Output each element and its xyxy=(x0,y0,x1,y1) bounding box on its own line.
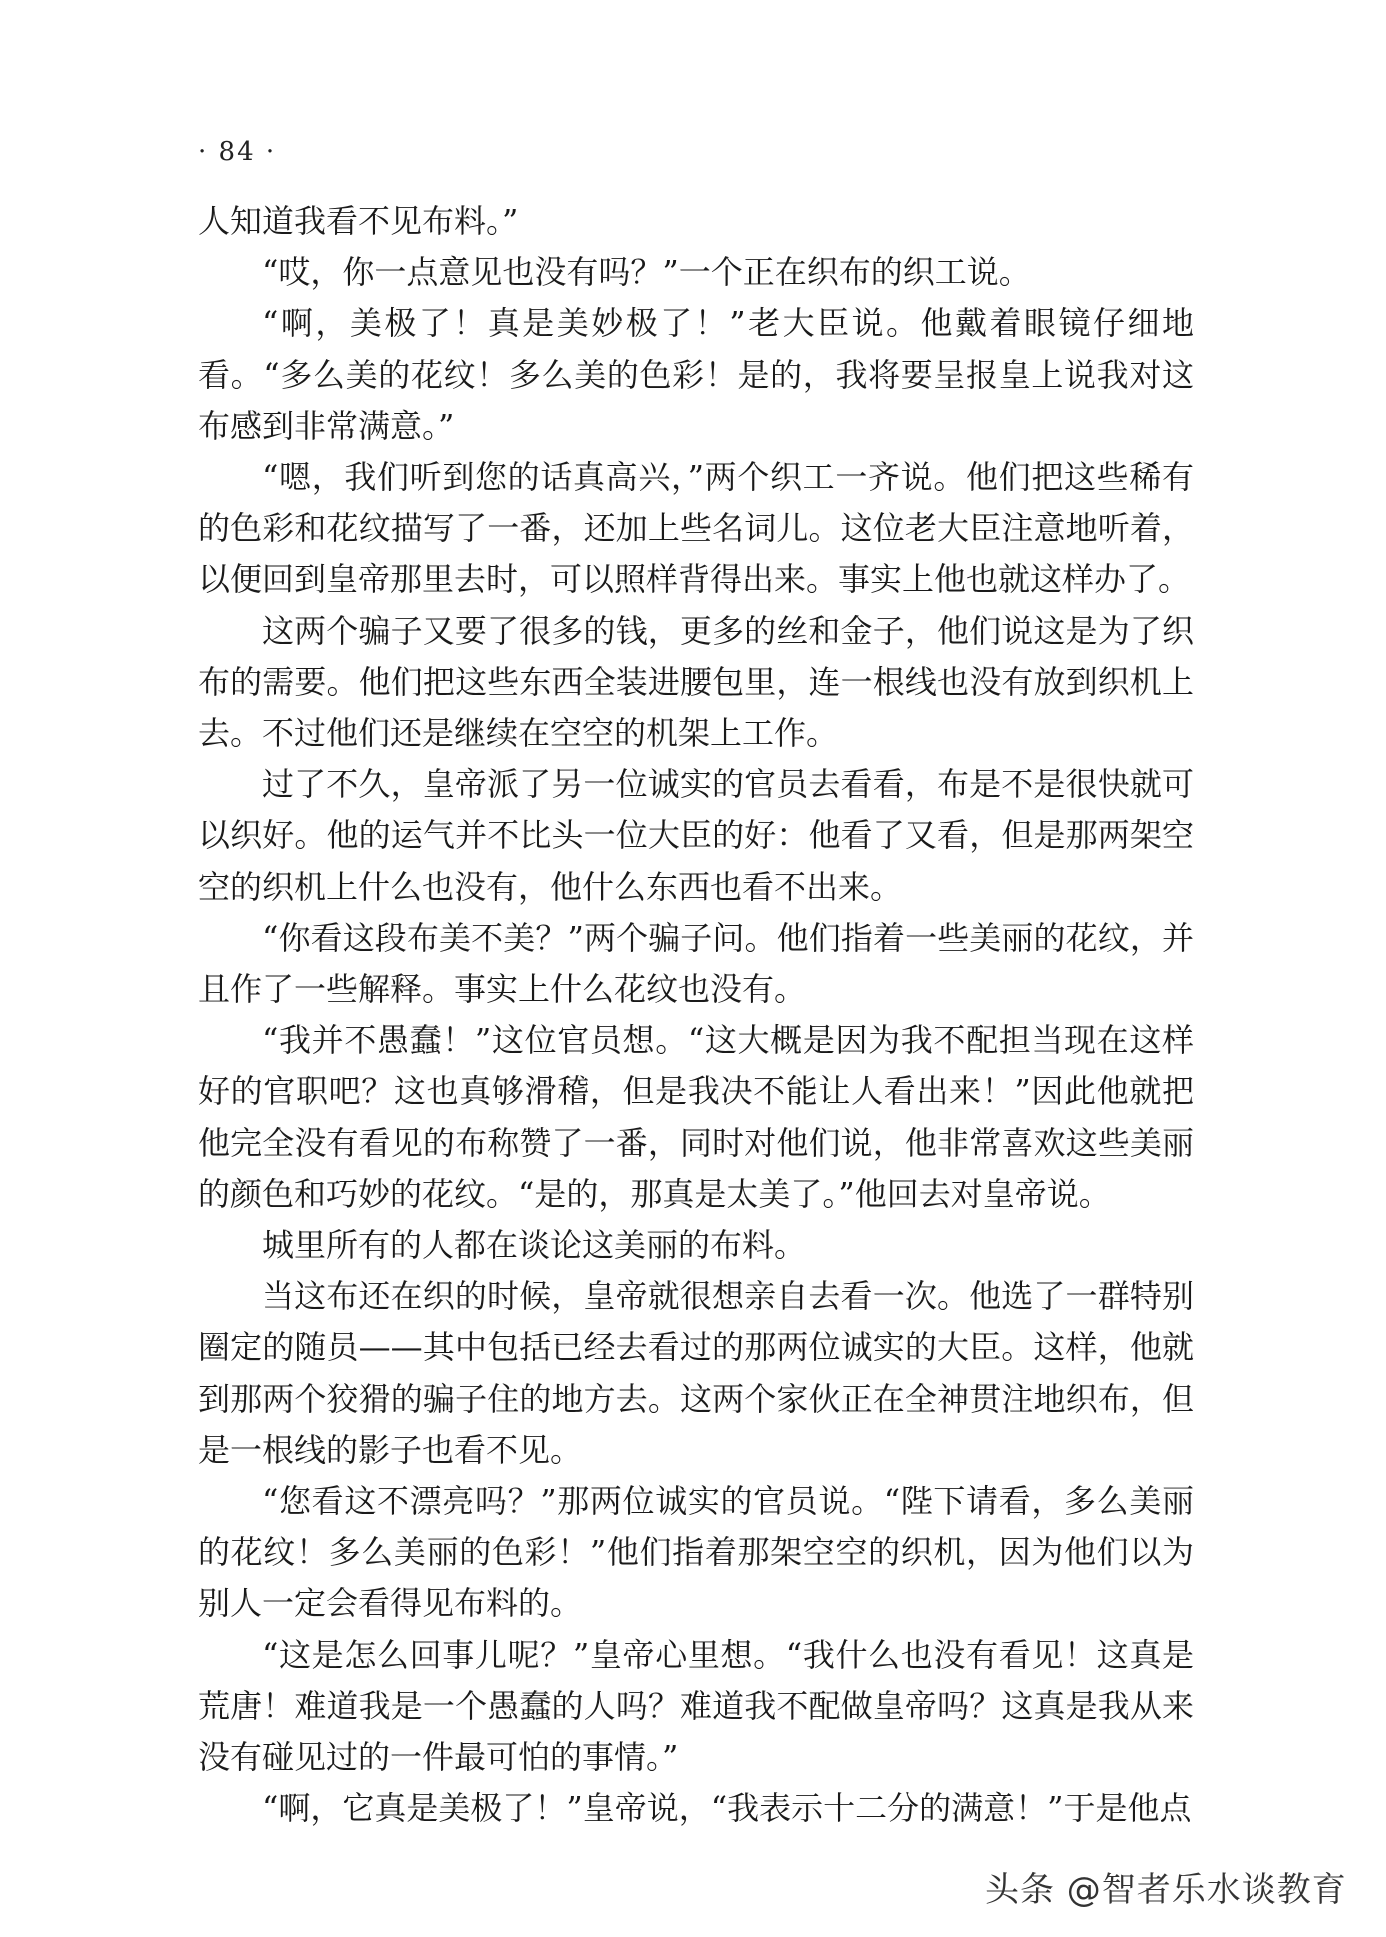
paragraph: “啊，美极了！真是美妙极了！”老大臣说。他戴着眼镜仔细地看。“多么美的花纹！多么美的色彩！是的，我将要呈报皇上说我对这布感到非常满意。” xyxy=(198,304,1194,445)
paragraph: “你看这段布美不美？”两个骗子问。他们指着一些美丽的花纹，并且作了一些解释。事实上什么花纹也没有。 xyxy=(198,918,1194,1009)
story-text xyxy=(198,196,1194,1835)
page-number: · 84 · xyxy=(198,137,277,167)
paragraph: “哎，你一点意见也没有吗？”一个正在织布的织工说。 xyxy=(262,253,1031,292)
paragraph: “您看这不漂亮吗？”那两位诚实的官员说。“陛下请看，多么美丽的花纹！多么美丽的色彩！”他们指着那架空空的织机，因为他们以为别人一定会看得见布料的。 xyxy=(198,1482,1194,1623)
paragraph: “我并不愚蠢！”这位官员想。“这大概是因为我不配担当现在这样好的官职吧？这也真够滑稽，但是我决不能让人看出来！”因此他就把他完全没有看见的布称赞了一番，同时对他们说，他非常喜欢这些美丽的颜色和巧妙的花纹。“是的，那真是太美了。”他回去对皇帝说。 xyxy=(198,1021,1194,1213)
paragraph: 当这布还在织的时候，皇帝就很想亲自去看一次。他选了一群特别圈定的随员——其中包括已经去看过的那两位诚实的大臣。这样，他就到那两个狡猾的骗子住的地方去。这两个家伙正在全神贯注地织布，但是一根线的影子也看不见。 xyxy=(198,1277,1194,1469)
paragraph: 过了不久，皇帝派了另一位诚实的官员去看看，布是不是很快就可以织好。他的运气并不比头一位大臣的好：他看了又看，但是那两架空空的织机上什么也没有，他什么东西也看不出来。 xyxy=(198,765,1194,906)
watermark: 头条 @智者乐水谈教育 xyxy=(985,1870,1347,1910)
paragraph: “嗯，我们听到您的话真高兴，”两个织工一齐说。他们把这些稀有的色彩和花纹描写了一番，还加上些名词儿。这位老大臣注意地听着，以便回到皇帝那里去时，可以照样背得出来。事实上他也就这样办了。 xyxy=(198,458,1194,599)
paragraph: 人知道我看不见布料。” xyxy=(198,202,519,240)
paragraph: “啊，它真是美极了！”皇帝说，“我表示十二分的满意！”于是他点 xyxy=(262,1789,1192,1828)
paragraph: “这是怎么回事儿呢？”皇帝心里想。“我什么也没有看见！这真是荒唐！难道我是一个愚蠢的人吗？难道我不配做皇帝吗？这真是我从来没有碰见过的一件最可怕的事情。” xyxy=(198,1635,1194,1777)
paragraph: 城里所有的人都在谈论这美丽的布料。 xyxy=(262,1226,807,1265)
paragraph: 这两个骗子又要了很多的钱，更多的丝和金子，他们说这是为了织布的需要。他们把这些东西全装进腰包里，连一根线也没有放到织机上去。不过他们还是继续在空空的机架上工作。 xyxy=(198,611,1194,753)
